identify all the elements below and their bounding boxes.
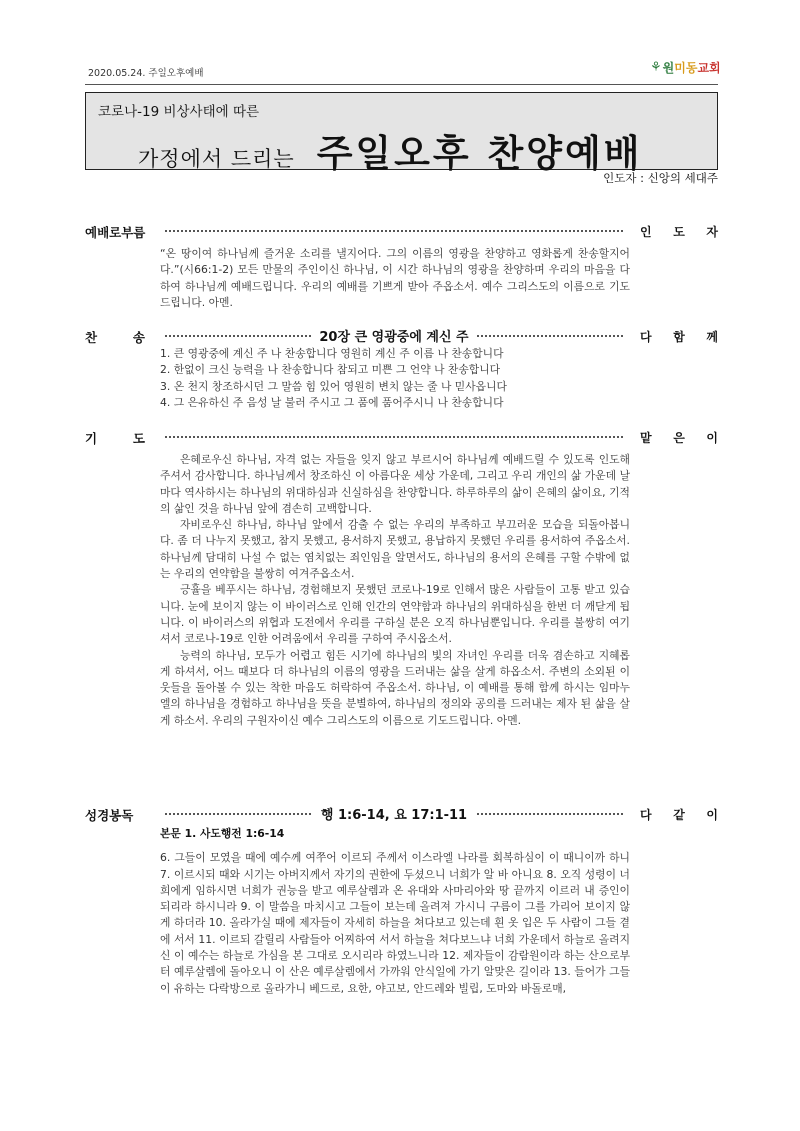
section-hymn-who: 다 함 께 xyxy=(640,330,718,344)
section-call-row xyxy=(85,221,718,241)
scripture-reading xyxy=(160,826,630,997)
section-hymn-label: 찬 송 xyxy=(85,330,145,345)
title-big: 주일오후 찬양예배 xyxy=(316,132,643,175)
title-small: 가정에서 드리는 xyxy=(138,147,295,171)
logo-figure-icon: ⚘ xyxy=(650,59,662,75)
hymn-verse: 3. 온 천지 창조하시던 그 말씀 힘 있어 영원히 변치 않는 줄 나 믿사옵니다 xyxy=(160,379,507,393)
title-box xyxy=(85,92,718,175)
section-call-who: 인 도 자 xyxy=(640,225,718,239)
scripture-text: 6. 그들이 모였을 때에 예수께 여쭈어 이르되 주께서 이스라엘 나라를 회복하심이 이 때니이까 하니 7. 이르시되 때와 시기는 아버지께서 자기의 권한에 두셨으니 너희가 알 바 아니요 8. 오직 성령이 너희에게 임하시면 너희가 권능을 받고 예루살렘과 온 유대와 사마리아와 땅 끝까지 이르러 내 증인이 되리라 하시니라 9. 이 말씀을 마치시고 그들이 보는데 올려져 가시니 구름이 그를 가리어 보이지 않게 하더라 10. 올라가실 때에 제자들이 자세히 하늘을 쳐다보고 있는데 흰 옷 입은 두 사람이 그들 곁에 서서 11. 이르되 갈릴리 사람들아 어찌하여 서서 하늘을 쳐다보느냐 너희 가운데서 하늘로 올려지신 이 예수는 하늘로 가심을 본 그대로 오시리라 하였느니라 12. 제자들이 감람원이라 하는 산으로부터 예루살렘에 돌아오니 이 산은 예루살렘에서 가까워 안식일에 가기 알맞은 길이라 13. 들어가 그들이 유하는 다락방으로 올라가니 베드로, 요한, 야고보, 안드레와 빌립, 도마와 바돌로매, xyxy=(160,851,630,995)
logo-text-part3: 교회 xyxy=(697,60,721,75)
hymn-title: 20장 큰 영광중에 계신 주 xyxy=(165,326,623,345)
section-call-label: 예배로부름 xyxy=(85,225,146,240)
hymn-verse: 2. 한없이 크신 능력을 나 찬송합니다 참되고 미쁜 그 언약 나 찬송합니다 xyxy=(160,363,501,377)
dotted-leader xyxy=(165,230,623,232)
section-prayer-who: 맡 은 이 xyxy=(640,431,718,445)
worship-leader: 인도자 : 신앙의 세대주 xyxy=(603,171,718,185)
header-divider xyxy=(85,84,718,85)
call-to-worship-text: “온 땅이여 하나님께 즐거운 소리를 낼지어다. 그의 이름의 영광을 찬양하고 영화롭게 찬송할지어다.”(시66:1-2) 모든 만물의 주인이신 하나님, 이 시간 하나님의 영광을 찬양하며 우리의 마음을 다하여 하나님께 예배드립니다. 우리의 예배를 기쁘게 받아 주옵소서. 예수 그리스도의 이름으로 기도드립니다. 아멘. xyxy=(160,247,630,309)
logo-text-part2: 미동 xyxy=(674,60,698,75)
dotted-leader xyxy=(165,436,623,438)
section-reading-label: 성경봉독 xyxy=(85,808,134,823)
section-reading-who: 다 같 이 xyxy=(640,808,718,822)
logo-text-part1: 원 xyxy=(662,60,675,75)
church-logo xyxy=(650,58,721,76)
prayer-paragraph: 자비로우신 하나님, 하나님 앞에서 감출 수 없는 우리의 부족하고 부끄러운 모습을 되돌아봅니다. 좀 더 나누지 못했고, 참지 못했고, 용서하지 못했고, 용납하지 못했던 우리를 용서하여 주옵소서. 하나님께 담대히 나설 수 없는 염치없는 죄인임을 알면서도, 하나님의 용서의 은혜를 구할 수밖에 없는 우리의 연약함을 불쌍히 여겨주옵소서. xyxy=(160,518,630,581)
title-subtitle: 코로나-19 비상사태에 따른 xyxy=(98,104,260,120)
prayer-paragraph: 능력의 하나님, 모두가 어렵고 힘든 시기에 하나님의 빛의 자녀인 우리를 더욱 겸손하고 지혜롭게 하셔서, 어느 때보다 더 하나님의 이름의 영광을 드러내는 삶을 살게 하옵소서. 주변의 소외된 이웃들을 돌아볼 수 있는 착한 마음도 허락하여 주옵소서. 하나님, 이 예배를 통해 함께 하시는 임마누엘의 하나님을 경험하고 하나님을 뜻을 분별하여, 하나님의 정의와 공의를 드러내는 제자 된 삶을 살게 하소서. 우리의 구원자이신 예수 그리스도의 이름으로 기도드립니다. 아멘. xyxy=(160,648,630,727)
scripture-reference: 본문 1. 사도행전 1:6-14 xyxy=(160,827,285,840)
section-hymn-row xyxy=(85,326,718,346)
date-line: 2020.05.24. 주일오후예배 xyxy=(88,68,204,79)
prayer-text xyxy=(160,452,630,729)
reading-reference-title: 행 1:6-14, 요 17:1-11 xyxy=(165,804,623,823)
section-prayer-row xyxy=(85,427,718,447)
hymn-verse: 4. 그 은유하신 주 음성 날 불러 주시고 그 품에 품어주시니 나 찬송합니다 xyxy=(160,395,504,409)
title-main xyxy=(138,123,643,177)
hymn-lyrics xyxy=(160,346,630,411)
hymn-verse: 1. 큰 영광중에 계신 주 나 찬송합니다 영원히 계신 주 이름 나 찬송합니다 xyxy=(160,347,504,360)
prayer-paragraph: 은혜로우신 하나님, 자격 없는 자들을 잊지 않고 부르시어 하나님께 예배드릴 수 있도록 인도해 주셔서 감사합니다. 하나님께서 창조하신 이 아름다운 세상 가운데, 그리고 우리 개인의 삶 가운데 날마다 역사하시는 하나님의 위대하심과 신실하심을 찬양합니다. 하루하루의 삶이 은혜의 삶이요, 기적의 삶인 것을 하나님 앞에 겸손히 고백합니다. xyxy=(160,453,630,515)
prayer-paragraph: 긍휼을 베푸시는 하나님, 경험해보지 못했던 코로나-19로 인해서 많은 사람들이 고통 받고 있습니다. 눈에 보이지 않는 이 바이러스로 인해 인간의 연약함과 하나님의 위대하심을 한번 더 깨닫게 됩니다. 이 바이러스의 위협과 도전에서 우리를 구하실 분은 오직 하나님뿐입니다. 우리를 불쌍히 여기셔서 코로나-19로 인한 어려움에서 우리를 구하여 주시옵소서. xyxy=(160,583,630,646)
section-reading-row xyxy=(85,804,718,824)
section-prayer-label: 기 도 xyxy=(85,431,145,446)
